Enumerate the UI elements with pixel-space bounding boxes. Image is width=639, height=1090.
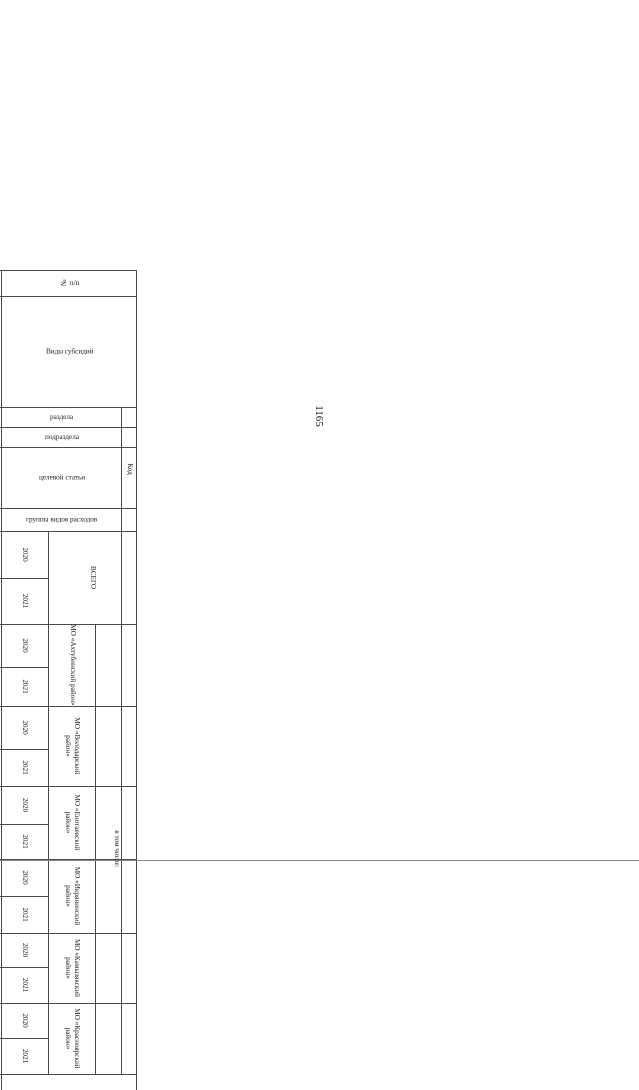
- column-header-mo: [49, 706, 96, 786]
- column-header-year-text: 2020: [21, 720, 30, 735]
- column-header-year-text: 2020: [21, 870, 30, 885]
- target-article-code: [0, 447, 2, 508]
- column-header-expense-group: [2, 508, 122, 531]
- column-header-year: [2, 933, 49, 967]
- column-header-kind-text: Виды субсидий: [45, 347, 94, 356]
- column-header-year: [2, 624, 49, 667]
- column-header-year: [2, 896, 49, 933]
- column-header-mo-text: МО «Ахтубинский район»: [68, 624, 77, 706]
- column-header-year: [2, 667, 49, 706]
- column-header-year-text: 2020: [21, 942, 30, 958]
- column-header-year-text: 2020: [21, 638, 30, 653]
- column-header-year: [2, 824, 49, 859]
- col-rule: [0, 1074, 137, 1075]
- subsidies-table: [0, 270, 137, 1090]
- column-header-including-text: в том числе:: [112, 830, 121, 868]
- column-header-expense-group-text: группы видов расходов: [26, 515, 98, 524]
- mo-value-2021: [0, 896, 2, 933]
- subsidy-description-text: [0, 298, 1, 389]
- total-2020: [0, 531, 2, 578]
- column-header-year: [2, 706, 49, 749]
- column-header-code: [122, 407, 137, 531]
- column-header-year-text: 2021: [21, 593, 30, 609]
- column-header-year-text: 2020: [21, 797, 30, 813]
- column-header-mo-text: МО «Икрянинский район»: [64, 866, 81, 926]
- footer-rule: [0, 860, 639, 861]
- razdel-code: [0, 407, 2, 427]
- column-header-year-text: 2021: [21, 1048, 30, 1064]
- column-header-year-text: 2021: [21, 760, 30, 775]
- column-header-year: [2, 967, 49, 1003]
- mo-value-2020: [0, 1003, 2, 1038]
- column-header-kind: [2, 296, 137, 407]
- column-header-target-article: [2, 447, 122, 508]
- column-header-year-text: 2021: [21, 977, 30, 993]
- column-header-code-text: Код: [125, 463, 134, 475]
- row-number: [0, 270, 2, 296]
- column-header-total-text: ВСЕГО: [89, 565, 98, 590]
- mo-value-2020: [0, 706, 2, 749]
- column-header-year: [2, 578, 49, 624]
- column-header-mo: [49, 859, 96, 933]
- column-header-mo: [49, 1003, 96, 1074]
- column-header-podrazdel: [2, 427, 122, 447]
- mo-value-2021: [0, 1038, 2, 1074]
- column-header-year-text: 2020: [21, 1013, 30, 1028]
- column-header-target-article-text: целевой статьи: [38, 473, 86, 482]
- page-number: 1165: [313, 405, 325, 427]
- column-header-year-text: 2021: [21, 834, 30, 849]
- total-2021: [0, 578, 2, 624]
- column-header-mo-text: МО «Енотаевский район»: [64, 794, 81, 851]
- column-header-year: [2, 1003, 49, 1038]
- column-header-year: [2, 859, 49, 896]
- column-header-mo-text: МО «Камызякский район»: [64, 938, 81, 998]
- column-header-year-text: 2020: [21, 547, 30, 562]
- mo-value-2021: [0, 667, 2, 706]
- column-header-including: [96, 624, 137, 1074]
- mo-value-2020: [0, 933, 2, 967]
- column-header-year: [2, 749, 49, 786]
- column-header-total: [49, 531, 137, 624]
- column-header-podrazdel-text: подраздела: [44, 432, 79, 441]
- column-header-year: [2, 1038, 49, 1074]
- column-header-mo: [49, 624, 96, 706]
- mo-value-2021: [0, 824, 2, 859]
- column-header-razdel: [2, 407, 122, 427]
- column-header-mo: [49, 786, 96, 859]
- podrazdel-code: [0, 427, 2, 447]
- mo-value-2020: [0, 786, 2, 824]
- column-header-mo: [49, 933, 96, 1003]
- column-header-num: [2, 270, 137, 296]
- column-header-mo-text: МО «Володарский район»: [64, 717, 81, 775]
- expense-group-code: [0, 508, 2, 531]
- mo-value-2021: [0, 749, 2, 786]
- column-header-year-text: 2021: [21, 907, 30, 922]
- subsidy-description: [0, 296, 2, 407]
- mo-value-2021: [0, 967, 2, 1003]
- mo-value-2020: [0, 859, 2, 896]
- column-header-year: [2, 786, 49, 824]
- column-header-mo-text: МО «Красноярский район»: [64, 1008, 81, 1069]
- column-header-year: [2, 531, 49, 578]
- column-header-num-text: № п/п: [59, 278, 80, 287]
- table-grid: [0, 270, 137, 1090]
- column-header-year-text: 2021: [21, 679, 30, 694]
- column-header-razdel-text: раздела: [50, 412, 74, 421]
- mo-value-2020: [0, 624, 2, 667]
